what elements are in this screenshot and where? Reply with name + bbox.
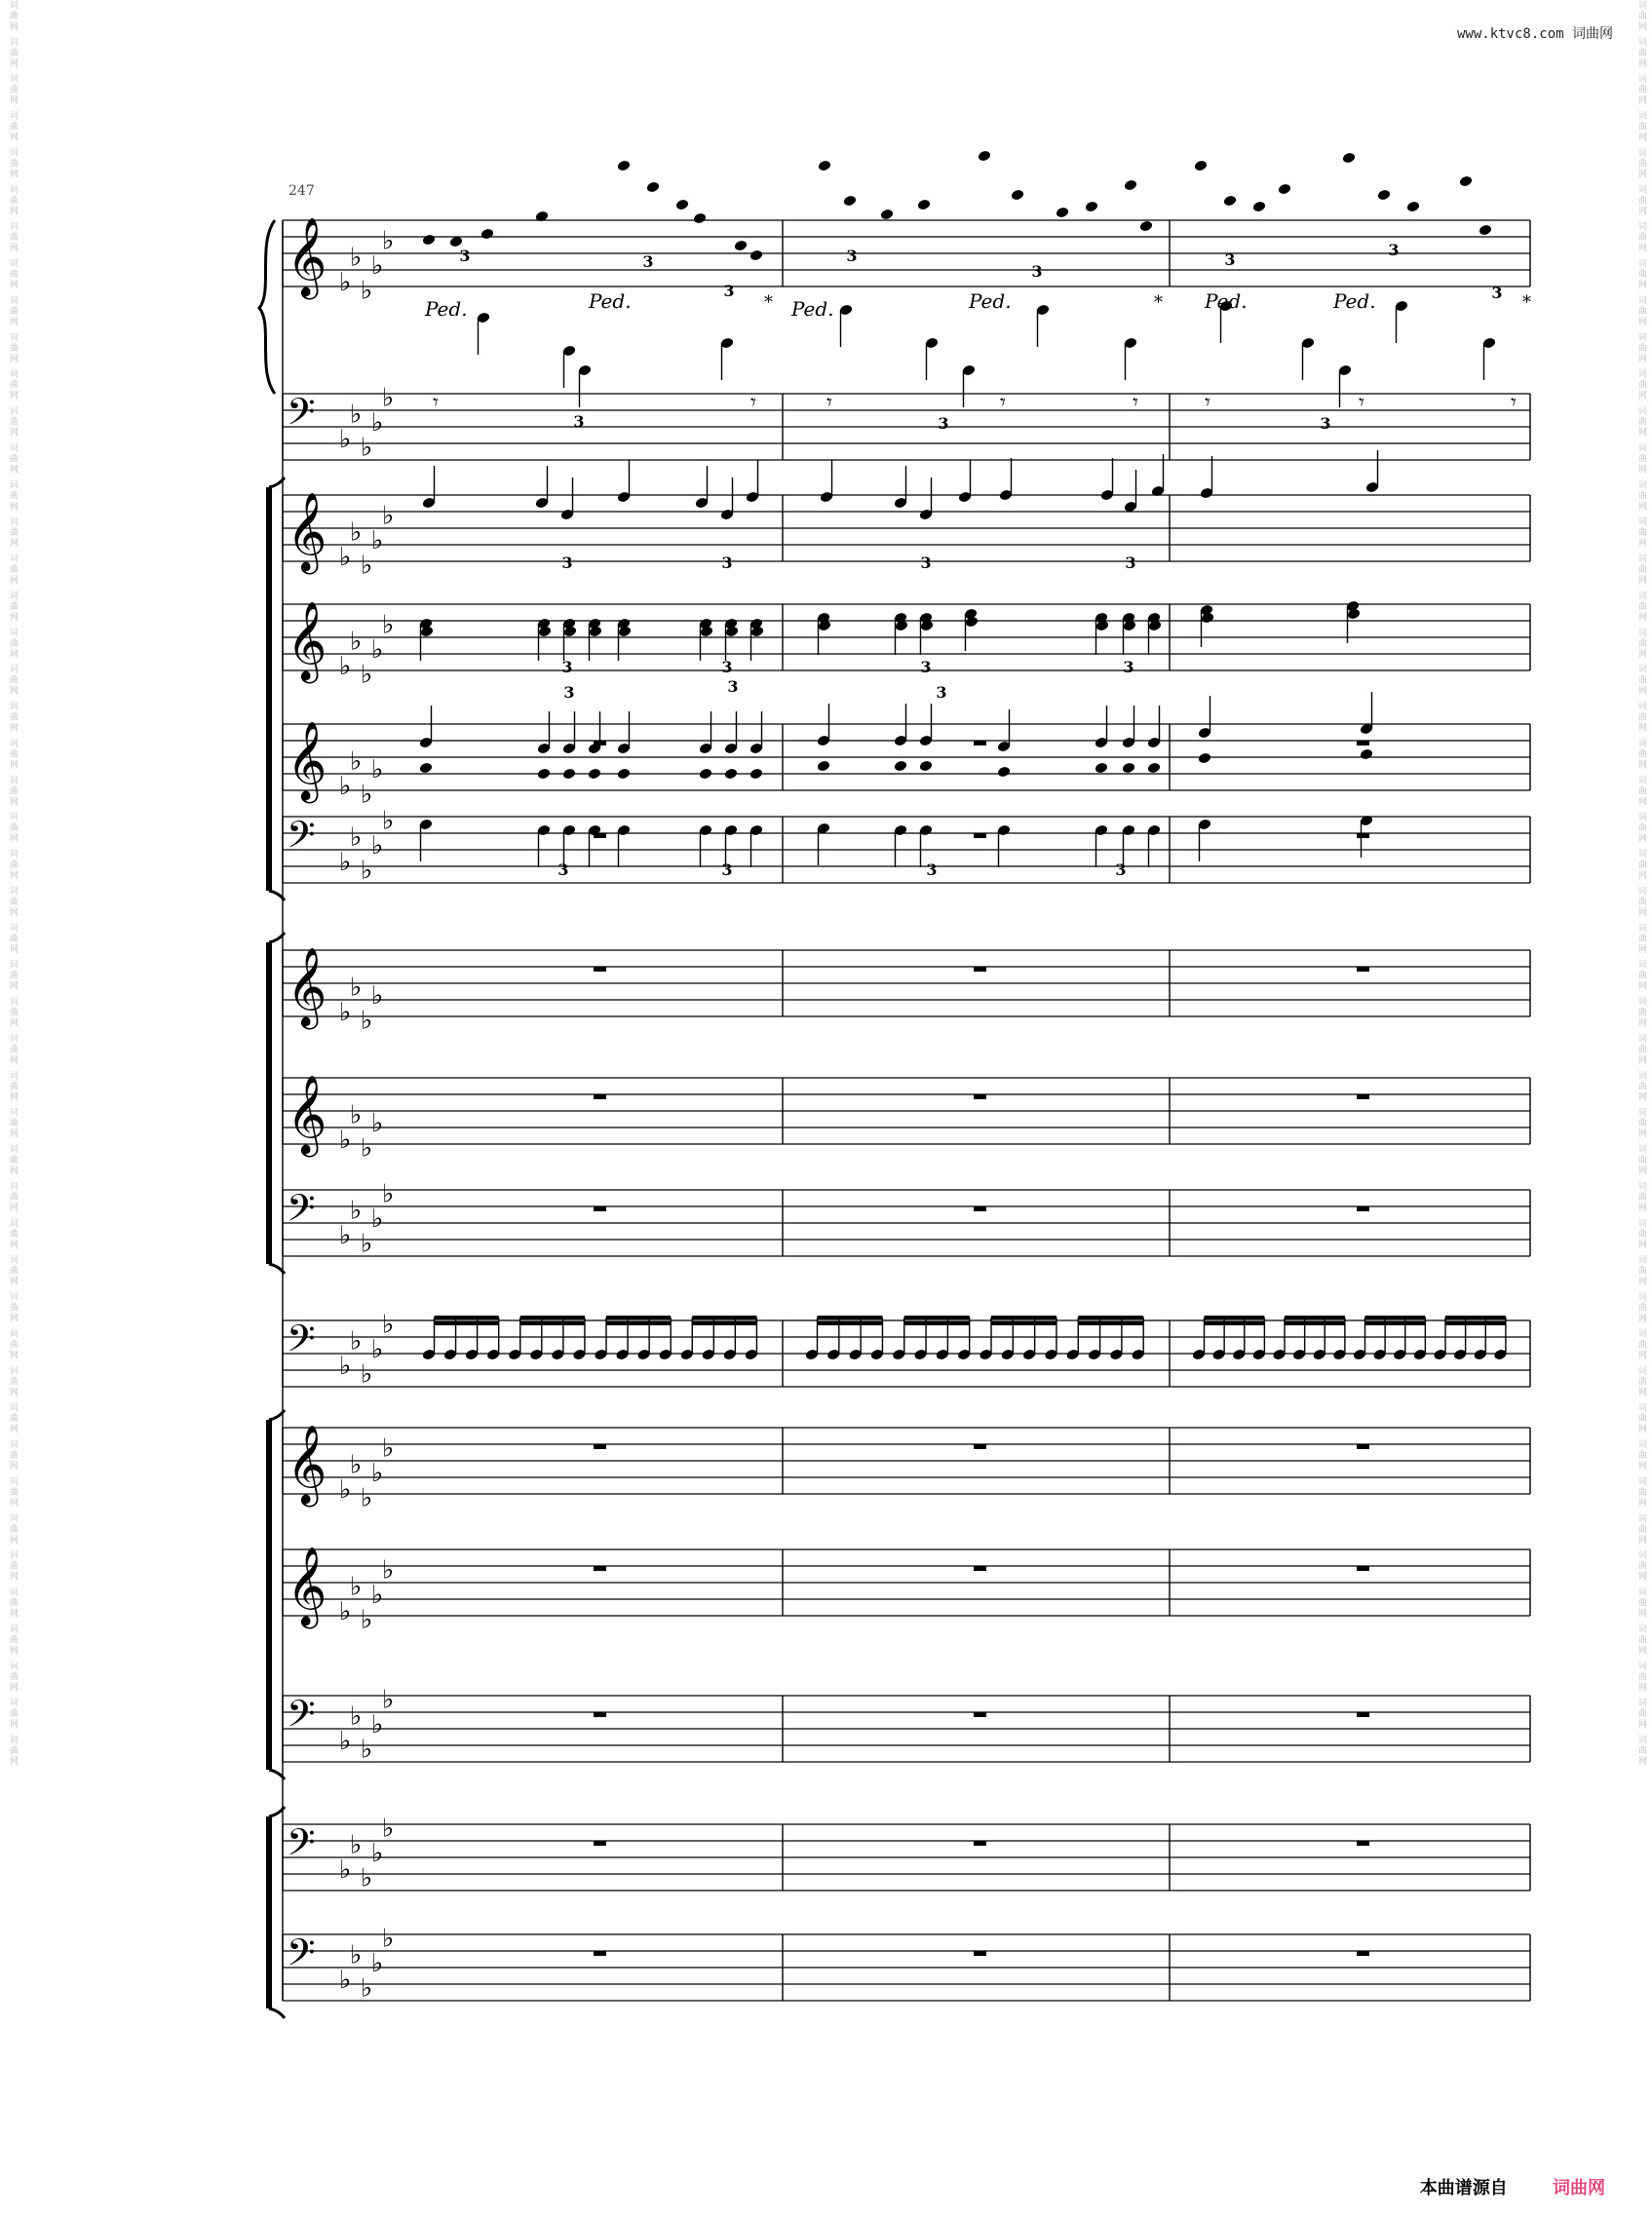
flat-icon: ♭ [382, 1179, 395, 1209]
note-head [1342, 152, 1357, 165]
note-head [843, 195, 858, 208]
whole-rest [974, 1712, 986, 1717]
note-head [1406, 201, 1421, 213]
bass-clef-icon: 𝄢 [287, 1820, 316, 1874]
tuplet-label: 3 [721, 554, 733, 572]
eighth-rest-icon: 𝄾 [750, 391, 756, 415]
flat-icon: ♭ [361, 1006, 373, 1036]
note-head [1139, 220, 1154, 233]
flat-icon: ♭ [339, 543, 352, 572]
tuplet-label: 3 [573, 412, 585, 431]
bass-clef-icon: 𝄢 [287, 1692, 316, 1745]
whole-rest [1357, 1444, 1369, 1449]
tuplet-label: 3 [721, 860, 733, 879]
flat-icon: ♭ [371, 1710, 384, 1739]
tuplet-label: 3 [938, 414, 949, 433]
pedal-release-mark: * [1154, 292, 1163, 313]
flat-icon: ♭ [382, 1924, 395, 1954]
flat-icon: ♭ [350, 1196, 363, 1226]
note-head [588, 768, 602, 781]
staff [283, 1686, 1530, 1765]
tuplet-label: 3 [1224, 250, 1236, 269]
bracket-low-hook [269, 2008, 285, 2018]
measure-number: 247 [288, 183, 315, 199]
flat-icon: ♭ [371, 1109, 384, 1138]
flat-icon: ♭ [350, 973, 363, 1003]
staff [283, 1925, 1530, 2004]
whole-rest [974, 741, 986, 745]
note-head [1056, 207, 1070, 219]
note-head [419, 762, 434, 775]
bass-clef-icon: 𝄢 [287, 1186, 316, 1240]
bass-clef-icon: 𝄢 [287, 1930, 316, 1984]
flat-icon: ♭ [371, 1335, 384, 1364]
flat-icon: ♭ [339, 1126, 352, 1155]
whole-rest [974, 1206, 986, 1211]
flat-icon: ♭ [339, 652, 352, 681]
whole-rest [1357, 1094, 1369, 1099]
treble-clef-icon: 𝄞 [287, 1546, 327, 1626]
whole-rest [1357, 1206, 1369, 1211]
flat-icon: ♭ [361, 1605, 373, 1635]
whole-rest [594, 1712, 606, 1717]
flat-icon: ♭ [361, 1133, 373, 1164]
whole-rest [594, 1206, 606, 1211]
pedal-mark: Ped. [969, 289, 1012, 313]
whole-rest [974, 1444, 986, 1449]
tuplet-label: 3 [1320, 414, 1331, 433]
flat-icon: ♭ [350, 400, 363, 430]
eighth-rest-icon: 𝄾 [1205, 391, 1210, 415]
pedal-release-mark: * [1522, 292, 1531, 313]
whole-rest [974, 833, 986, 838]
flat-icon: ♭ [371, 251, 384, 281]
staff [283, 1546, 1530, 1634]
flat-icon: ♭ [371, 1839, 384, 1868]
bass-clef-icon: 𝄢 [287, 813, 316, 866]
note-head [894, 760, 908, 773]
flat-icon: ♭ [350, 627, 363, 657]
staff [283, 946, 1530, 1035]
whole-rest [594, 1566, 606, 1571]
tuplet-label: 3 [642, 252, 654, 271]
staff [283, 1815, 1530, 1893]
flat-icon: ♭ [382, 1685, 395, 1715]
note-head [880, 209, 895, 221]
treble-clef-icon: 𝄞 [287, 600, 327, 681]
piano-brace [259, 220, 275, 394]
staff-systems [259, 216, 1530, 2018]
note-head [917, 199, 932, 211]
flat-icon: ♭ [361, 856, 373, 886]
flat-icon: ♭ [371, 755, 384, 784]
whole-rest [974, 1566, 986, 1571]
whole-rest [1357, 741, 1369, 745]
note-head [817, 760, 831, 773]
whole-rest [594, 1841, 606, 1846]
flat-icon: ♭ [339, 1855, 352, 1885]
note-head [919, 760, 934, 773]
note-head [734, 240, 749, 252]
flat-icon: ♭ [371, 408, 384, 438]
tuplet-label: 3 [920, 658, 932, 676]
flat-icon: ♭ [350, 1572, 363, 1602]
tuplet-label: 3 [1031, 262, 1043, 281]
flat-icon: ♭ [361, 1735, 373, 1765]
flat-icon: ♭ [382, 1310, 395, 1340]
flat-icon: ♭ [382, 610, 395, 640]
tuplet-label: 3 [557, 860, 569, 879]
tuplet-label: 3 [561, 554, 573, 572]
flat-icon: ♭ [361, 1229, 373, 1259]
flat-icon: ♭ [371, 831, 384, 860]
eighth-rest-icon: 𝄾 [1511, 391, 1517, 415]
flat-icon: ♭ [339, 1966, 352, 1995]
whole-rest [594, 1951, 606, 1956]
tuplet-label: 3 [459, 247, 471, 265]
note-head [724, 768, 739, 781]
flat-icon: ♭ [350, 1326, 363, 1357]
tuplet-label: 3 [561, 658, 573, 676]
note-head [749, 249, 764, 262]
whole-rest [594, 967, 606, 972]
staff [283, 807, 1530, 886]
flat-icon: ♭ [350, 1940, 363, 1970]
flat-icon: ♭ [361, 433, 373, 463]
flat-icon: ♭ [382, 383, 395, 413]
flat-icon: ♭ [361, 276, 373, 306]
staff [283, 491, 1530, 580]
note-head [1252, 201, 1267, 213]
note-head [1223, 195, 1238, 208]
note-head [1147, 762, 1162, 775]
tuplet-label: 3 [1115, 860, 1127, 879]
flat-icon: ♭ [339, 1221, 352, 1250]
note-head [646, 181, 661, 194]
pedal-release-mark: * [764, 292, 773, 313]
note-head [1278, 183, 1292, 196]
note-head [1479, 224, 1493, 237]
staff [283, 1180, 1530, 1259]
tuplet-label: 3 [727, 677, 739, 696]
whole-rest [1357, 1712, 1369, 1717]
flat-icon: ♭ [350, 822, 363, 853]
note-head [1124, 179, 1138, 192]
footer-source-text: 本曲谱源自 [1419, 2178, 1508, 2198]
tuplet-label: 3 [846, 247, 858, 265]
flat-icon: ♭ [339, 425, 352, 454]
bass-clef-icon: 𝄢 [287, 1317, 316, 1370]
flat-icon: ♭ [382, 1433, 395, 1464]
note-head [997, 766, 1012, 779]
whole-rest [1357, 1951, 1369, 1956]
flat-icon: ♭ [371, 1581, 384, 1610]
note-head [1377, 189, 1392, 202]
note-head [1122, 762, 1136, 775]
flat-icon: ♭ [339, 998, 352, 1027]
tuplet-label: 3 [936, 683, 947, 702]
treble-clef-icon: 𝄞 [287, 216, 327, 297]
flat-icon: ♭ [382, 1814, 395, 1844]
eighth-rest-icon: 𝄾 [433, 391, 439, 415]
tuplet-label: 3 [723, 282, 735, 300]
flat-icon: ♭ [371, 1459, 384, 1488]
tuplet-label: 3 [1123, 658, 1134, 676]
note-head [617, 160, 632, 172]
left-watermark: 词曲网 词曲网 词曲网 词曲网 词曲网 词曲网 词曲网 词曲网 词曲网 词曲网 词曲网 词曲网 词曲网 词曲网 词曲网 词曲网 词曲网 词曲网 词曲网 词曲网 词曲网 词曲网 词曲网 词曲网 词曲网 词曲网 词曲网 词曲网 词曲网 词曲网 词曲网 词曲网 词曲网 词曲网 词曲网 词曲网 词曲网 词曲网 词曲网 词曲网 词曲网 词曲网 词曲网 词曲网 词曲网 词曲网 词曲网 词曲网 [8, 0, 18, 1768]
flat-icon: ♭ [371, 981, 384, 1011]
tuplet-label: 3 [1125, 554, 1136, 572]
note-head [749, 768, 764, 781]
whole-rest [594, 1444, 606, 1449]
note-head [1360, 748, 1374, 761]
pedal-mark: Ped. [589, 289, 632, 313]
treble-clef-icon: 𝄞 [287, 720, 327, 801]
whole-rest [1357, 967, 1369, 972]
whole-rest [974, 967, 986, 972]
flat-icon: ♭ [339, 1352, 352, 1381]
flat-icon: ♭ [382, 501, 395, 531]
note-head [978, 150, 992, 163]
pedal-mark: Ped. [1333, 289, 1376, 313]
flat-icon: ♭ [371, 635, 384, 665]
tuplet-label: 3 [721, 658, 733, 676]
staff [283, 384, 1530, 463]
flat-icon: ♭ [371, 1949, 384, 1978]
flat-icon: ♭ [350, 243, 363, 273]
treble-clef-icon: 𝄞 [287, 946, 327, 1027]
flat-icon: ♭ [350, 746, 363, 777]
note-head [1011, 189, 1025, 202]
footer [1420, 2174, 1605, 2199]
eighth-rest-icon: 𝄾 [826, 391, 832, 415]
site-name: 词曲网 [1572, 26, 1613, 42]
whole-rest [974, 1841, 986, 1846]
pedal-mark: Ped. [791, 297, 834, 321]
footer-brand[interactable]: 词曲网 [1553, 2178, 1605, 2198]
flat-icon: ♭ [350, 1450, 363, 1480]
treble-clef-icon: 𝄞 [287, 491, 327, 572]
pedal-mark: Ped. [425, 297, 468, 321]
staff [283, 1424, 1530, 1512]
whole-rest [974, 1951, 986, 1956]
flat-icon: ♭ [361, 780, 373, 810]
note-head [1194, 160, 1209, 172]
flat-icon: ♭ [382, 806, 395, 836]
eighth-rest-icon: 𝄾 [1133, 391, 1138, 415]
eighth-rest-icon: 𝄾 [1359, 391, 1364, 415]
right-watermark: 词曲网 词曲网 词曲网 词曲网 词曲网 词曲网 词曲网 词曲网 词曲网 词曲网 词曲网 词曲网 词曲网 词曲网 词曲网 词曲网 词曲网 词曲网 词曲网 词曲网 词曲网 词曲网 词曲网 词曲网 词曲网 词曲网 词曲网 词曲网 词曲网 词曲网 词曲网 词曲网 词曲网 词曲网 词曲网 词曲网 词曲网 词曲网 词曲网 词曲网 词曲网 词曲网 词曲网 词曲网 词曲网 词曲网 词曲网 词曲网 [1636, 0, 1646, 1768]
flat-icon: ♭ [339, 1727, 352, 1756]
whole-rest [1357, 1566, 1369, 1571]
bass-clef-icon: 𝄢 [287, 390, 316, 443]
flat-icon: ♭ [350, 517, 363, 548]
whole-rest [594, 1094, 606, 1099]
note-head [562, 768, 577, 781]
tuplet-label: 3 [1388, 241, 1400, 259]
note-head [818, 160, 832, 172]
flat-icon: ♭ [361, 1359, 373, 1390]
flat-icon: ♭ [361, 1973, 373, 2004]
notation [419, 150, 1531, 1956]
note-head [1095, 762, 1109, 775]
tuplet-label: 3 [563, 683, 575, 702]
flat-icon: ♭ [339, 772, 352, 801]
note-head [422, 234, 437, 247]
note-head [617, 768, 632, 781]
flat-icon: ♭ [339, 1475, 352, 1505]
note-head [1459, 175, 1474, 188]
flat-icon: ♭ [382, 1555, 395, 1586]
flat-icon: ♭ [361, 551, 373, 581]
flat-icon: ♭ [371, 526, 384, 555]
staff [283, 600, 1530, 689]
treble-clef-icon: 𝄞 [287, 1424, 327, 1505]
whole-rest [1357, 1841, 1369, 1846]
note-head [480, 228, 495, 241]
note-head [675, 199, 690, 211]
flat-icon: ♭ [339, 848, 352, 877]
pedal-mark: Ped. [1205, 289, 1248, 313]
staff [283, 1074, 1530, 1163]
flat-icon: ♭ [350, 1701, 363, 1732]
flat-icon: ♭ [361, 1863, 373, 1893]
flat-icon: ♭ [350, 1830, 363, 1860]
note-head [693, 212, 708, 225]
site-url[interactable]: www.ktvc8.com [1456, 26, 1564, 42]
flat-icon: ♭ [371, 1204, 384, 1234]
flat-icon: ♭ [350, 1100, 363, 1130]
note-head [1085, 201, 1099, 213]
whole-rest [974, 1094, 986, 1099]
flat-icon: ♭ [361, 660, 373, 690]
tuplet-label: 3 [926, 860, 938, 879]
flat-icon: ♭ [339, 268, 352, 297]
eighth-rest-icon: 𝄾 [1000, 391, 1006, 415]
whole-rest [1357, 833, 1369, 838]
note-head [699, 768, 713, 781]
note-head [537, 768, 552, 781]
tuplet-label: 3 [920, 554, 932, 572]
flat-icon: ♭ [382, 226, 395, 256]
tuplet-label: 3 [1491, 284, 1503, 302]
note-head [1198, 752, 1212, 765]
flat-icon: ♭ [339, 1597, 352, 1626]
treble-clef-icon: 𝄞 [287, 1074, 327, 1155]
flat-icon: ♭ [361, 1483, 373, 1513]
